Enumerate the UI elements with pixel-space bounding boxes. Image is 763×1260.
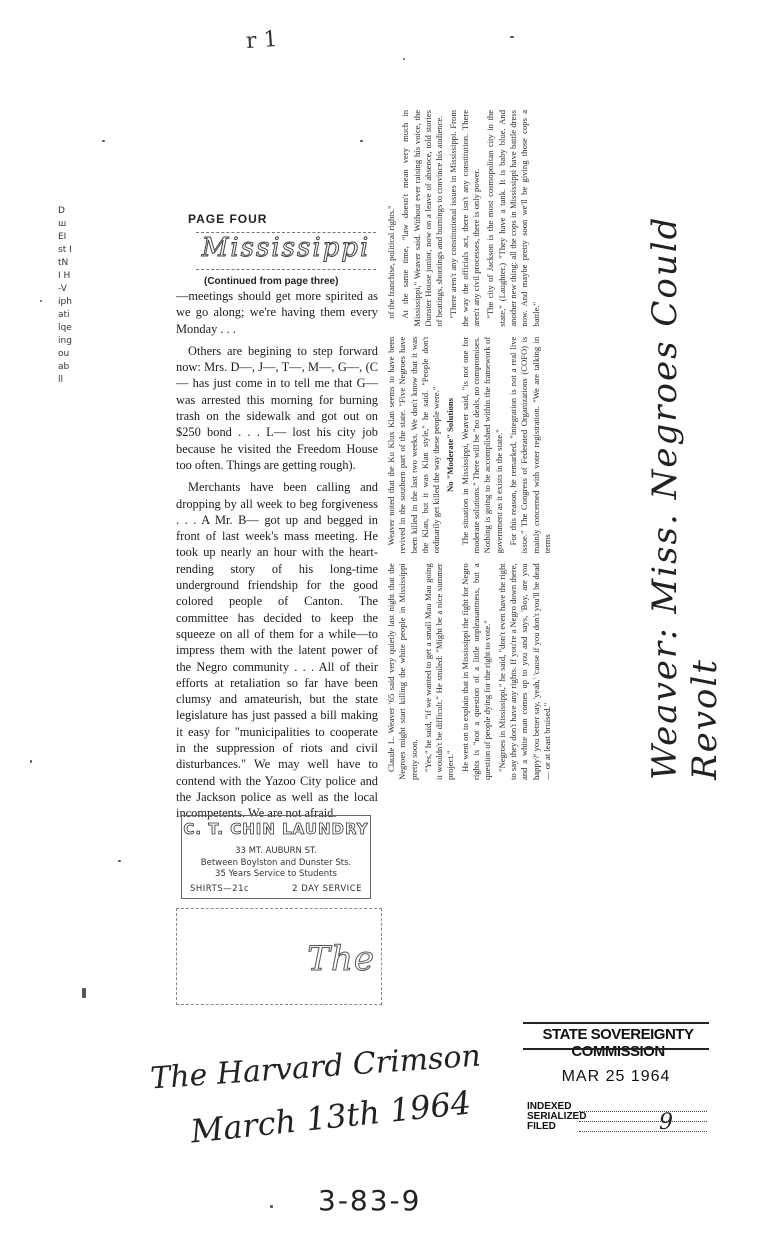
continued-note: (Continued from page three): [204, 276, 339, 287]
handwritten-date: March 13th 1964: [188, 1083, 473, 1151]
margin-fragment: I H: [58, 271, 71, 281]
margin-fragment: iph: [58, 297, 72, 307]
margin-fragment: ab: [58, 362, 70, 372]
section-title: Mississippi: [201, 233, 371, 263]
handwritten-file-number: 3-83-9: [318, 1184, 422, 1217]
stamp-initials: 9: [659, 1110, 673, 1135]
article-paragraph: "The city of Jackson is the most cosmopolitan city in the state," (Laughter.) "They have a tank. It is baby blue. And another new thing: all the cops in Mississippi have battle dress now. And maybe pretty soon we'll be giving those cops a battle.": [485, 109, 541, 327]
article-paragraph: Weaver noted that the Ku Klux Klan seems to have been revived in the southern part of the state. "Five Negroes have been killed in the last two weeks. We don't know that it was the Klan, but it was Klan style," he said. "People don't ordinarily get killed the way these people were.": [386, 336, 442, 554]
article-paragraph: The situation in Mississippi, Weaver said, "is not one for moderate solutions." There will be "no deals, no compromises. Nothing is going to be accomplished within the framework of government as it exists in the state.": [459, 336, 504, 554]
ad-address: 33 MT. AUBURN ST.: [235, 846, 317, 856]
article-paragraph: For this reason, he remarked, "integration is not a real live issue." The Congress of Federated Organizations (COFO) is mainly concerned with voter registration. "We are talking in terms: [507, 336, 552, 554]
masthead-fragment-box: [176, 908, 382, 1005]
section-title-box: [196, 232, 376, 270]
ad-footer: [190, 884, 362, 894]
ad-location: Between Boylston and Dunster Sts.: [200, 858, 352, 868]
article-paragraph: Merchants have been calling and dropping by all week to beg forgiveness . . . A Mr. B— got up and begged in front of last week's mass meeting. He took up nearly an hour with the heart-rending story of his long-time underground friendship for the good colored people of Canton. The committee has decided to keep the squeeze on all of them for a while—to impress them with the latent power of the Negro community . . . All of their efforts at retaliation so far have been clumsy and amateurish, but the state legislature has just passed a bill making it easy for "municipalities to cooperate in the suppression of riots and civil disturbances." We may well have to contend with the Yazoo City police and the Jackson police as well as the local incompetents. We are not afraid.: [176, 480, 378, 821]
stamp-fields: [527, 1102, 586, 1132]
stamp-date: MAR 25 1964: [561, 1068, 671, 1085]
left-margin-fragments: [58, 205, 86, 387]
weaver-column-1: [386, 563, 681, 780]
masthead-fragment: The: [307, 939, 375, 979]
laundry-advertisement: [181, 815, 371, 899]
article-paragraph: —meetings should get more spirited as we go along; we're having them every Monday . . .: [176, 289, 378, 336]
page-label: PAGE FOUR: [188, 212, 268, 226]
article-paragraph: Others are begining to step forward now: Mrs. D—, J—, T—, M—, G—, (C— has just come in to tell me that G— was arrested this morning for burning trash on the sidewalk and got out on $250 bond . . . L— lost his city job because he visited the Freedom House too often. Things are getting rough).: [176, 343, 378, 472]
handwritten-publication: The Harvard Crimson: [149, 1038, 482, 1097]
stamp-field-line: [579, 1121, 707, 1122]
article-paragraph: "Negroes in Mississippi," he said, "don't even have the right to say they don't have any rights. If you're a Negro down there, and a white man comes up to you and says, 'Boy, are you happy?' you better say, 'yeah,' 'cause if you don't you'll be dead — or at least bruised.": [496, 563, 552, 780]
margin-fragment: -V: [58, 284, 67, 294]
article-paragraph: Claude L. Weaver '65 said very quietly last night that the Negroes might start killing the white people in Mississippi pretty soon.: [386, 563, 419, 780]
ad-service: 2 DAY SERVICE: [292, 884, 362, 894]
stamp-rule: [523, 1048, 709, 1050]
stamp-rule: [523, 1022, 709, 1024]
commission-stamp: [523, 1018, 713, 1138]
stamp-field-serialized: SERIALIZED: [527, 1111, 587, 1122]
weaver-article: [382, 102, 727, 782]
article-paragraph: "There aren't any constitutional issues in Mississippi. From the way the officials act, there isn't any constitution. There aren't any civil processes, there is only power.: [448, 109, 482, 327]
stamp-field-line: [579, 1111, 707, 1112]
margin-fragment: EI: [58, 232, 67, 242]
ad-name: C. T. CHIN LAUNDRY: [183, 820, 369, 838]
article-paragraph: He went on to explain that in Mississippi the fight for Negro rights is "not a question of a little unpleasantness, but a question of people dying for the right to vote.": [459, 563, 493, 780]
header-mark: r 1: [245, 26, 279, 55]
weaver-columns: [386, 110, 681, 780]
margin-fragment: tN: [58, 258, 69, 268]
stamp-field-line: [579, 1131, 707, 1132]
margin-fragment: ou: [58, 349, 70, 359]
margin-fragment: D: [58, 206, 65, 216]
ad-tagline: 35 Years Service to Students: [215, 869, 337, 879]
margin-fragment: lqe: [58, 323, 72, 333]
margin-fragment: ш: [58, 219, 67, 229]
article-subhead: No "Moderate" Solutions: [445, 397, 456, 493]
article-paragraph: "Yes," he said, "if we wanted to get a small Mau Mau going it wouldn't be difficult." He smiled: "Might be a nice summer project.": [422, 563, 456, 780]
margin-fragment: ll: [58, 375, 64, 385]
margin-fragment: ing: [58, 336, 72, 346]
stamp-field-indexed: INDEXED: [527, 1101, 572, 1112]
article-paragraph: At the same time, "law doesn't mean very much in Mississippi," Weaver said. Without ever raising his voice, the Dunster House junior, now on a leave of absence, told stories of beatings, shootings and burnings to convince his audience.: [400, 109, 445, 327]
weaver-headline: Weaver: Miss. Negroes Could Revolt: [645, 215, 725, 780]
margin-fragment: ati: [58, 310, 70, 320]
ad-price: SHIRTS—21c: [190, 884, 250, 894]
mississippi-article-body: [176, 288, 378, 828]
stamp-title: STATE SOVEREIGNTY COMMISSION: [542, 1026, 694, 1060]
margin-fragment: st I: [58, 245, 72, 255]
stamp-field-filed: FILED: [527, 1121, 556, 1132]
weaver-column-3: [386, 110, 681, 327]
article-paragraph: of the franchise, political rights.": [386, 205, 396, 319]
weaver-column-2: [386, 337, 681, 554]
